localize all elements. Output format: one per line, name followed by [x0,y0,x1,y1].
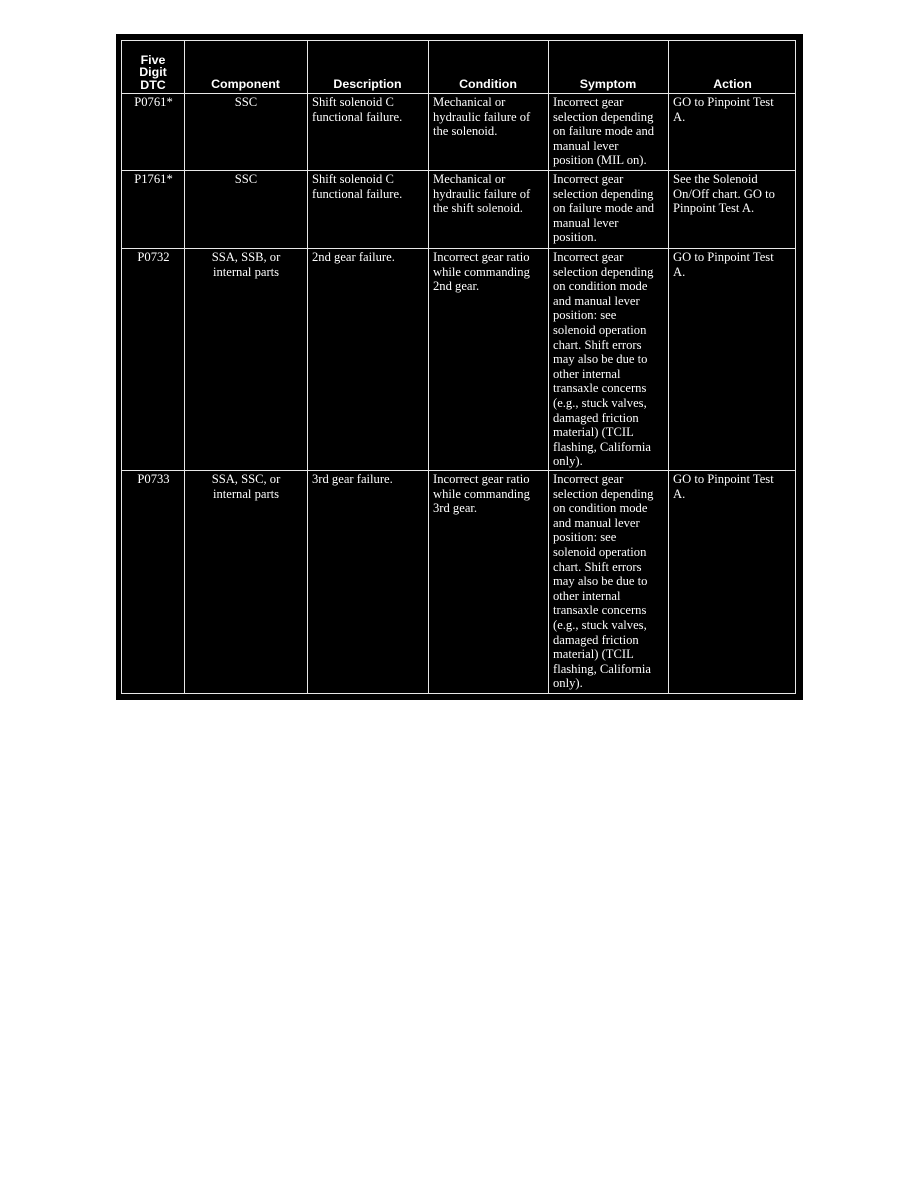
table-cell-condition: Incorrect gear ratio while commanding 3rd gear. [433,472,530,516]
table-cell-description: 3rd gear failure. [312,472,393,486]
table-cell-dtc: P1761* [134,172,173,186]
table-cell-symptom: Incorrect gear selection depending on condition mode and manual lever position: see solenoid operation chart. Shift errors may also be due to other internal transaxle concerns (e.g., stuck valves, damaged friction material) (TCIL flashing, California only). [553,250,654,469]
table-cell-dtc: P0732 [137,250,170,264]
table-cell-symptom: Incorrect gear selection depending on failure mode and manual lever position (MIL on). [553,95,655,168]
table-cell-symptom: Incorrect gear selection depending on failure mode and manual lever position. [553,172,655,245]
table-cell-component: SSC [234,95,258,109]
header-symptom-label: Symptom [579,77,637,91]
header-action-label: Action [713,77,752,91]
dtc-table [121,40,796,694]
header-dtc-label: Five Digit DTC [139,52,167,92]
table-cell-component: SSA, SSB, or internal parts [211,250,281,279]
header-description-label: Description [333,77,402,91]
table-cell-description: Shift solenoid C functional failure. [312,172,403,201]
table-cell-action: GO to Pinpoint Test A. [673,95,774,124]
header-cell-symptom [548,41,668,93]
table-cell-dtc: P0733 [137,472,170,486]
header-cell-action [668,41,797,93]
table-cell-condition: Mechanical or hydraulic failure of the shift solenoid. [433,172,531,216]
table-cell-description: 2nd gear failure. [312,250,395,264]
header-cell-dtc [122,41,184,93]
table-cell-dtc: P0761* [134,95,173,109]
table-cell-action: GO to Pinpoint Test A. [673,472,774,501]
dtc-table-sheet [116,34,803,700]
table-cell-action: GO to Pinpoint Test A. [673,250,774,279]
table-cell-component: SSA, SSC, or internal parts [211,472,281,501]
header-condition-label: Condition [459,77,517,91]
table-cell-condition: Mechanical or hydraulic failure of the solenoid. [433,95,531,139]
header-cell-condition [428,41,548,93]
table-cell-symptom: Incorrect gear selection depending on condition mode and manual lever position: see solenoid operation chart. Shift errors may also be due to other internal transaxle concerns (e.g., stuck valves, damaged friction material) (TCIL flashing, California only). [553,472,654,691]
table-cell-component: SSC [234,172,258,186]
header-cell-description [307,41,428,93]
header-component-label: Component [211,77,280,91]
table-cell-action: See the Solenoid On/Off chart. GO to Pinpoint Test A. [673,172,775,216]
table-cell-condition: Incorrect gear ratio while commanding 2nd gear. [433,250,530,294]
header-cell-component [184,41,307,93]
table-cell-description: Shift solenoid C functional failure. [312,95,403,124]
